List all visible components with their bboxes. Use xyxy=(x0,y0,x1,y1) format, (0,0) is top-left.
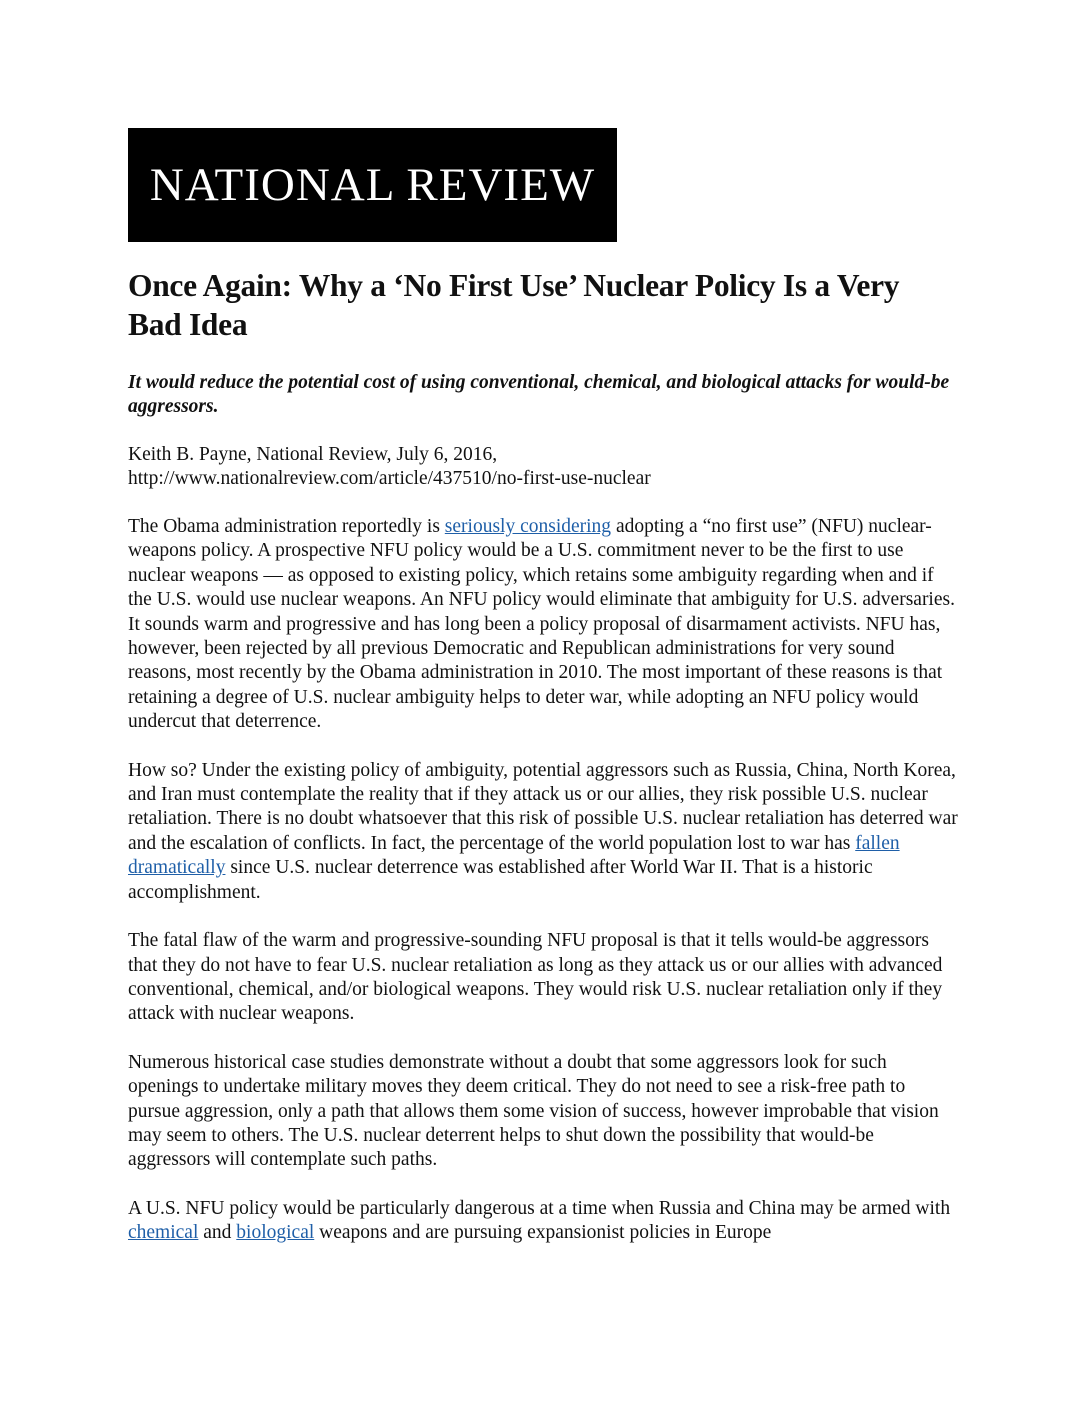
byline: Keith B. Payne, National Review, July 6, 2016, xyxy=(128,444,498,465)
byline-block xyxy=(128,443,958,491)
link-fallen-dramatically[interactable]: fallen dramatically xyxy=(128,832,900,879)
article-title: Once Again: Why a ‘No First Use’ Nuclear Policy Is a Very Bad Idea xyxy=(128,268,900,342)
source-url: http://www.nationalreview.com/article/437510/no-first-use-nuclear xyxy=(128,468,651,489)
text: adopting a “no first use” (NFU) nuclear-weapons policy. A prospective NFU policy would be a U.S. commitment never to be the first to use nuclear weapons — as opposed to existing policy, which retains some ambiguity regarding when and if the U.S. would use nuclear weapons. An NFU policy would eliminate that ambiguity for U.S. adversaries. It sounds warm and progressive and has long been a policy proposal of disarmament activists. NFU has, however, been rejected by all previous Democratic and Republican administrations for very sound reasons, most recently by the Obama administration in 2010. The most important of these reasons is that retaining a degree of U.S. nuclear ambiguity helps to deter war, while adopting an NFU policy would undercut that deterrence. xyxy=(128,516,955,733)
paragraph-5 xyxy=(128,1197,958,1246)
article-body xyxy=(128,515,958,1270)
text: How so? Under the existing policy of ambiguity, potential aggressors such as Russia, China, North Korea, and Iran must contemplate the reality that if they attack us or our allies, they risk possible U.S. nuclear retaliation. There is no doubt whatsoever that this risk of possible U.S. nuclear retaliation has deterred war and the escalation of conflicts. In fact, the percentage of the world population lost to war has xyxy=(128,759,958,854)
paragraph-2 xyxy=(128,759,958,905)
link-chemical[interactable]: chemical xyxy=(128,1222,199,1244)
text: A U.S. NFU policy would be particularly dangerous at a time when Russia and China may be armed with xyxy=(128,1197,951,1219)
text: weapons and are pursuing expansionist policies in Europe xyxy=(314,1222,772,1244)
text: and xyxy=(198,1222,237,1244)
paragraph-4: Numerous historical case studies demonstrate without a doubt that some aggressors look for such openings to undertake military moves they deem critical. They do not need to see a risk-free path to pursue aggression, only a path that allows them some vision of success, however improbable that vision may seem to others. The U.S. nuclear deterrent helps to shut down the possibility that would-be aggressors will contemplate such paths. xyxy=(128,1051,939,1171)
paragraph-3: The fatal flaw of the warm and progressive-sounding NFU proposal is that it tells would-be aggressors that they do not have to fear U.S. nuclear retaliation as long as they attack us or our allies with advanced conventional, chemical, and/or biological weapons. They would risk U.S. nuclear retaliation only if they attack with nuclear weapons. xyxy=(128,930,943,1025)
article-subtitle: It would reduce the potential cost of using conventional, chemical, and biological attacks for would-be aggressors. xyxy=(128,372,950,417)
text: since U.S. nuclear deterrence was established after World War II. That is a historic accomplishment. xyxy=(128,857,873,903)
link-biological[interactable]: biological xyxy=(236,1222,315,1244)
national-review-logo xyxy=(128,128,617,242)
logo-text: NATIONAL REVIEW xyxy=(149,159,596,211)
link-seriously-considering[interactable]: seriously considering xyxy=(444,516,612,537)
paragraph-1 xyxy=(128,515,958,735)
text: The Obama administration reportedly is xyxy=(128,516,445,537)
